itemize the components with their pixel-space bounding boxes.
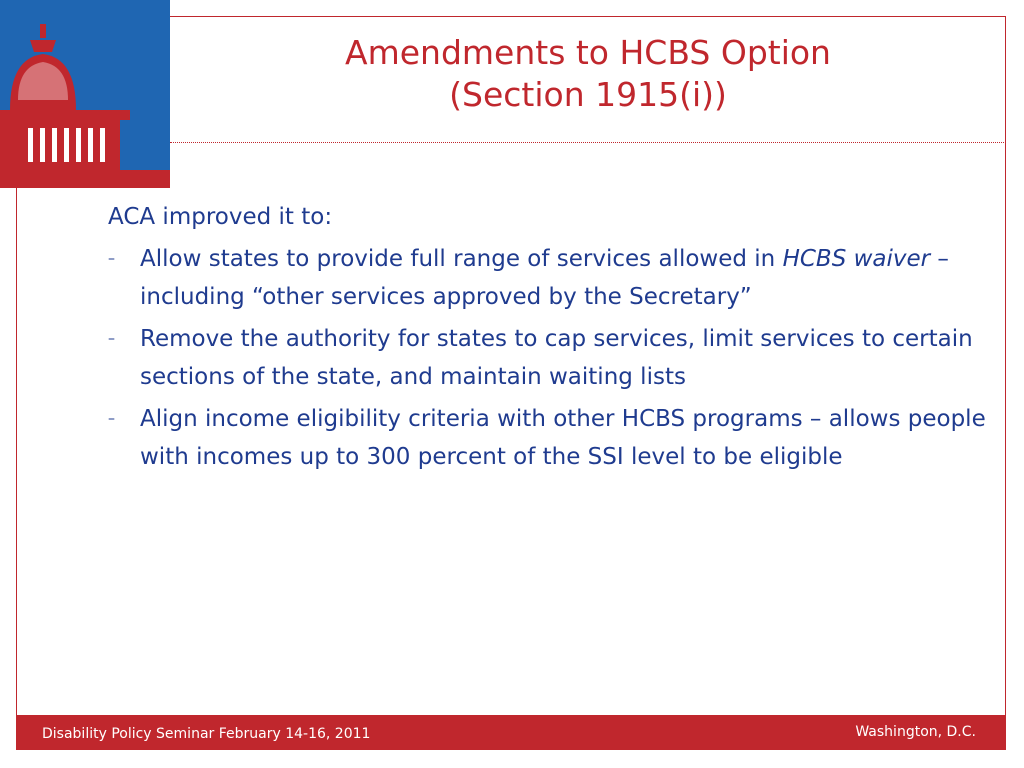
footer-location-text: Washington, D.C. <box>855 724 976 740</box>
bullet-marker: – <box>108 331 115 347</box>
title-line-2: (Section 1915(i)) <box>449 75 727 114</box>
title-divider <box>170 142 1006 143</box>
bullet-1-emphasis: HCBS waiver <box>782 246 931 272</box>
title-line-1: Amendments to HCBS Option <box>345 33 831 72</box>
bullet-3-text: Align income eligibility criteria with other HCBS programs – allows people with incomes up to 300 percent of the SSI level to be eligible <box>140 406 986 470</box>
slide-body <box>108 198 988 476</box>
slide-title <box>170 32 1006 142</box>
bullet-2-text: Remove the authority for states to cap services, limit services to certain sections of the state, and maintain waiting lists <box>140 326 973 390</box>
bullet-item <box>108 240 988 316</box>
bullet-1-text-pre: Allow states to provide full range of services allowed in <box>140 246 783 272</box>
intro-text: ACA improved it to: <box>108 204 333 230</box>
bullet-marker: – <box>108 411 115 427</box>
bullet-list <box>108 240 988 476</box>
bullet-marker: – <box>108 251 115 267</box>
capitol-dome-logo <box>0 0 170 188</box>
footer-event-text: Disability Policy Seminar February 14-16, 2011 <box>42 726 371 742</box>
bullet-1-text-post: –including “other services approved by the Secretary” <box>140 246 949 310</box>
footer-bar <box>16 716 1006 750</box>
bullet-item <box>108 320 988 396</box>
capitol-dome-icon <box>0 0 170 188</box>
bullet-item <box>108 400 988 476</box>
